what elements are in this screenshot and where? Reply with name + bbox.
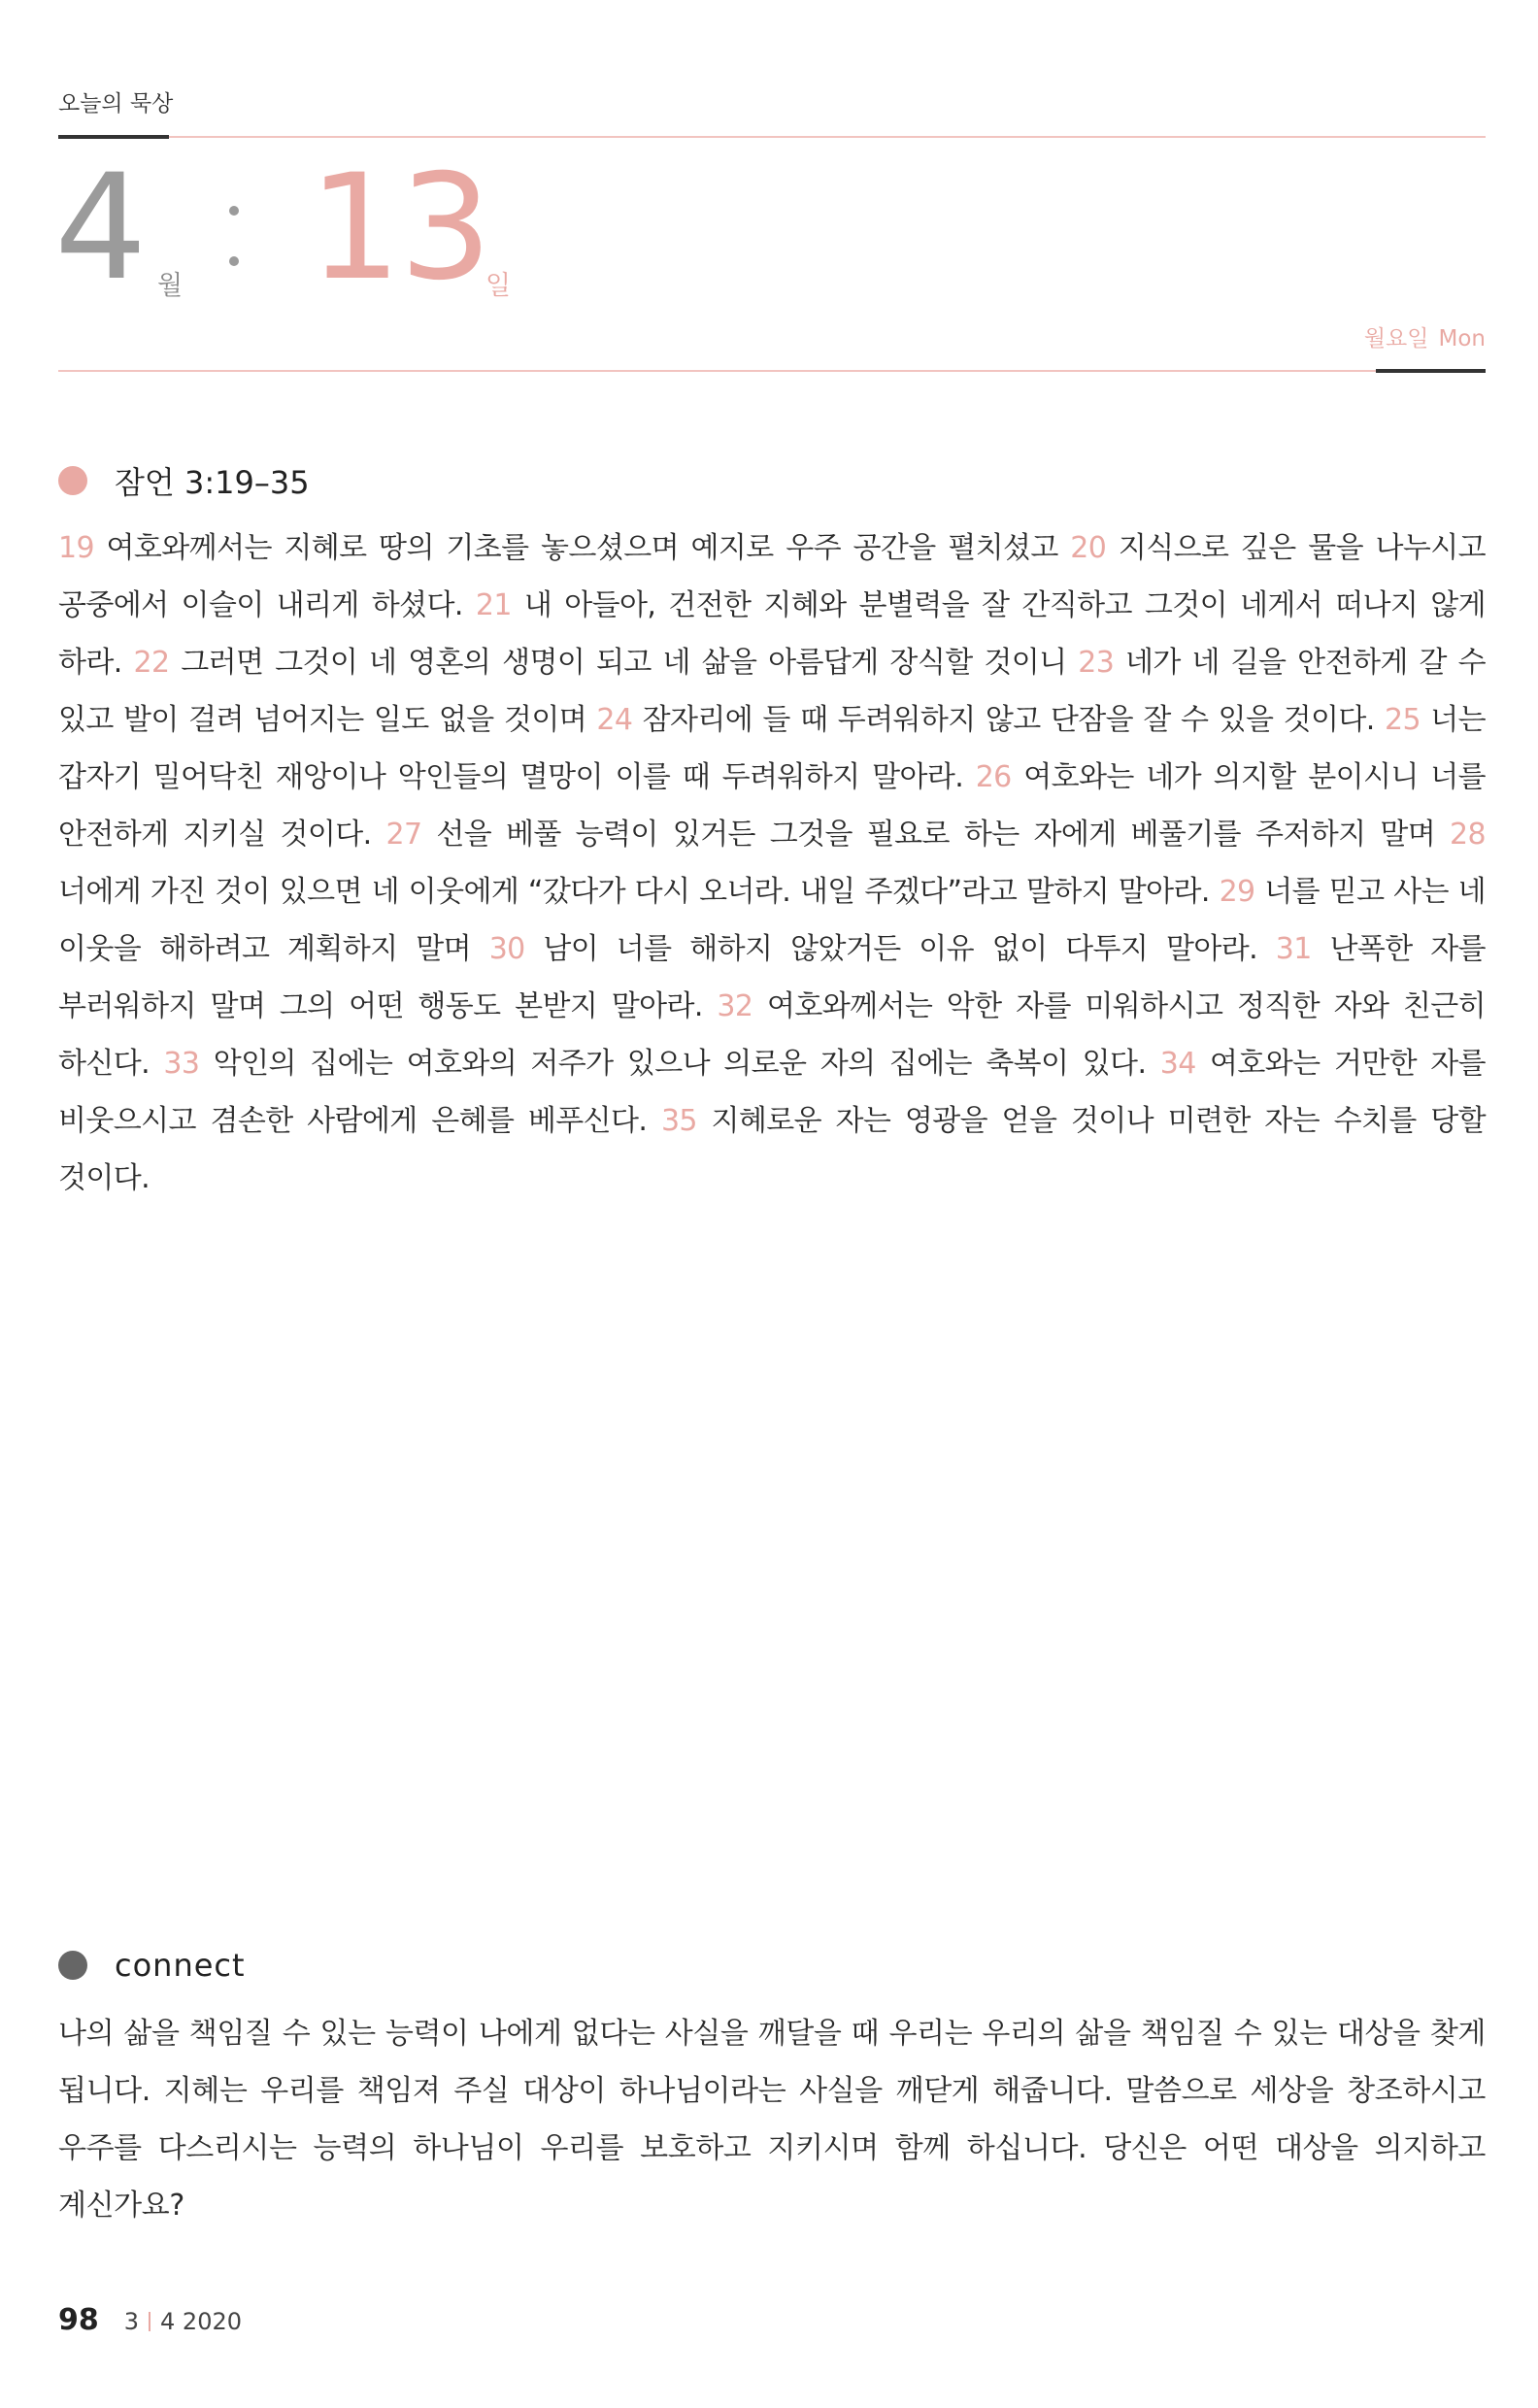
- verse-number: 35: [660, 1104, 697, 1138]
- issue-rest: 4 2020: [160, 2308, 243, 2335]
- date-rule: [58, 370, 1486, 372]
- header-rule: [58, 136, 1486, 138]
- connect-title: connect: [115, 1947, 246, 1984]
- connect-body: 나의 삶을 책임질 수 있는 능력이 나에게 없다는 사실을 깨달을 때 우리는 우리의 삶을 책임질 수 있는 대상을 찾게 됩니다. 지혜는 우리를 책임져 주실 대상이 하나님이라는 사실을 깨닫게 해줍니다. 말씀으로 세상을 창조하시고 우주를 다스리시는 능력의 하나님이 우리를 보호하고 지키시며 함께 하십니다. 당신은 어떤 대상을 의지하고 계신가요?: [58, 2017, 1486, 2223]
- connect-heading: [58, 1947, 246, 1984]
- verse-number: 25: [1385, 703, 1421, 737]
- verse-text: 내 아들아, 건전한 지혜와 분별력을 잘 간직하고 그것이 네게서 떠나지 않게 하라.: [58, 588, 1487, 680]
- verse-text: 남이 너를 해하지 않았거든 이유 없이 다투지 말아라.: [543, 932, 1258, 966]
- verse-text: 너에게 가진 것이 있으면 네 이웃에게 “갔다가 다시 오너라. 내일 주겠다”라고 말하지 말아라.: [58, 875, 1210, 909]
- verse-number: 23: [1078, 646, 1115, 680]
- verse-text: 여호와는 네가 의지할 분이시니 너를 안전하게 지키실 것이다.: [58, 760, 1486, 852]
- verse-number: 28: [1450, 818, 1487, 852]
- date-colon: [229, 206, 239, 270]
- verse-number: 27: [385, 818, 422, 852]
- weekday-en: Mon: [1438, 326, 1486, 351]
- date-day: 13: [309, 144, 490, 313]
- scripture-reference: 잠언 3:19–35: [115, 464, 310, 501]
- verse-number: 32: [717, 989, 753, 1023]
- verse-text: 잠자리에 들 때 두려워하지 않고 단잠을 잘 수 있을 것이다.: [642, 703, 1375, 737]
- bullet-dot-icon: [58, 1951, 87, 1980]
- verse-number: 26: [975, 760, 1012, 794]
- verse-number: 24: [596, 703, 633, 737]
- verse-number: 31: [1275, 932, 1312, 966]
- verse-text: 악인의 집에는 여호와의 저주가 있으나 의로운 자의 집에는 축복이 있다.: [213, 1047, 1147, 1081]
- verse-text: 난폭한 자를 부러워하지 말며 그의 어떤 행동도 본받지 말아라.: [58, 932, 1487, 1023]
- verse-text: 여호와께서는 악한 자를 미워하시고 정직한 자와 친근히 하신다.: [58, 989, 1487, 1081]
- issue-info: [124, 2308, 242, 2335]
- issue-month: 3: [123, 2308, 140, 2335]
- verse-number: 20: [1070, 531, 1107, 565]
- scripture-text: [58, 519, 1486, 1207]
- page-number: 98: [58, 2303, 99, 2337]
- verse-text: 여호와께서는 지혜로 땅의 기초를 놓으셨으며 예지로 우주 공간을 펼치셨고: [106, 531, 1058, 565]
- verse-number: 30: [488, 932, 525, 966]
- verse-number: 29: [1219, 875, 1255, 909]
- date-month: 4: [54, 144, 144, 313]
- verse-number: 22: [133, 646, 170, 680]
- verse-text: 지혜로운 자는 영광을 얻을 것이나 미련한 자는 수치를 당할 것이다.: [58, 1104, 1487, 1195]
- weekday: [1364, 320, 1486, 352]
- scripture-heading: [58, 458, 310, 503]
- bullet-dot-icon: [58, 466, 87, 495]
- issue-separator: [149, 2312, 150, 2331]
- verse-number: 34: [1159, 1047, 1196, 1081]
- page-footer: [58, 2303, 242, 2337]
- date-day-unit: 일: [485, 271, 512, 301]
- date-month-unit: 월: [157, 271, 184, 301]
- verse-number: 33: [163, 1047, 200, 1081]
- verse-text: 지식으로 깊은 물을 나누시고 공중에서 이슬이 내리게 하셨다.: [58, 531, 1487, 622]
- verse-number: 19: [58, 531, 94, 565]
- verse-text: 네가 네 길을 안전하게 갈 수 있고 발이 걸려 넘어지는 일도 없을 것이며: [58, 646, 1486, 737]
- verse-text: 선을 베풀 능력이 있거든 그것을 필요로 하는 자에게 베풀기를 주저하지 말며: [436, 818, 1436, 852]
- verse-text: 너를 믿고 사는 네 이웃을 해하려고 계획하지 말며: [58, 875, 1487, 966]
- header-rule-accent: [58, 135, 169, 139]
- weekday-ko: 월요일: [1363, 326, 1429, 351]
- verse-number: 21: [475, 588, 512, 622]
- date-rule-accent: [1376, 369, 1486, 373]
- header-label: 오늘의 묵상: [58, 91, 174, 117]
- verse-text: 그러면 그것이 네 영혼의 생명이 되고 네 삶을 아름답게 장식할 것이니: [181, 646, 1067, 680]
- verse-text: 여호와는 거만한 자를 비웃으시고 겸손한 사람에게 은혜를 베푸신다.: [58, 1047, 1487, 1138]
- verse-text: 너는 갑자기 밀어닥친 재앙이나 악인들의 멸망이 이를 때 두려워하지 말아라.: [58, 703, 1487, 794]
